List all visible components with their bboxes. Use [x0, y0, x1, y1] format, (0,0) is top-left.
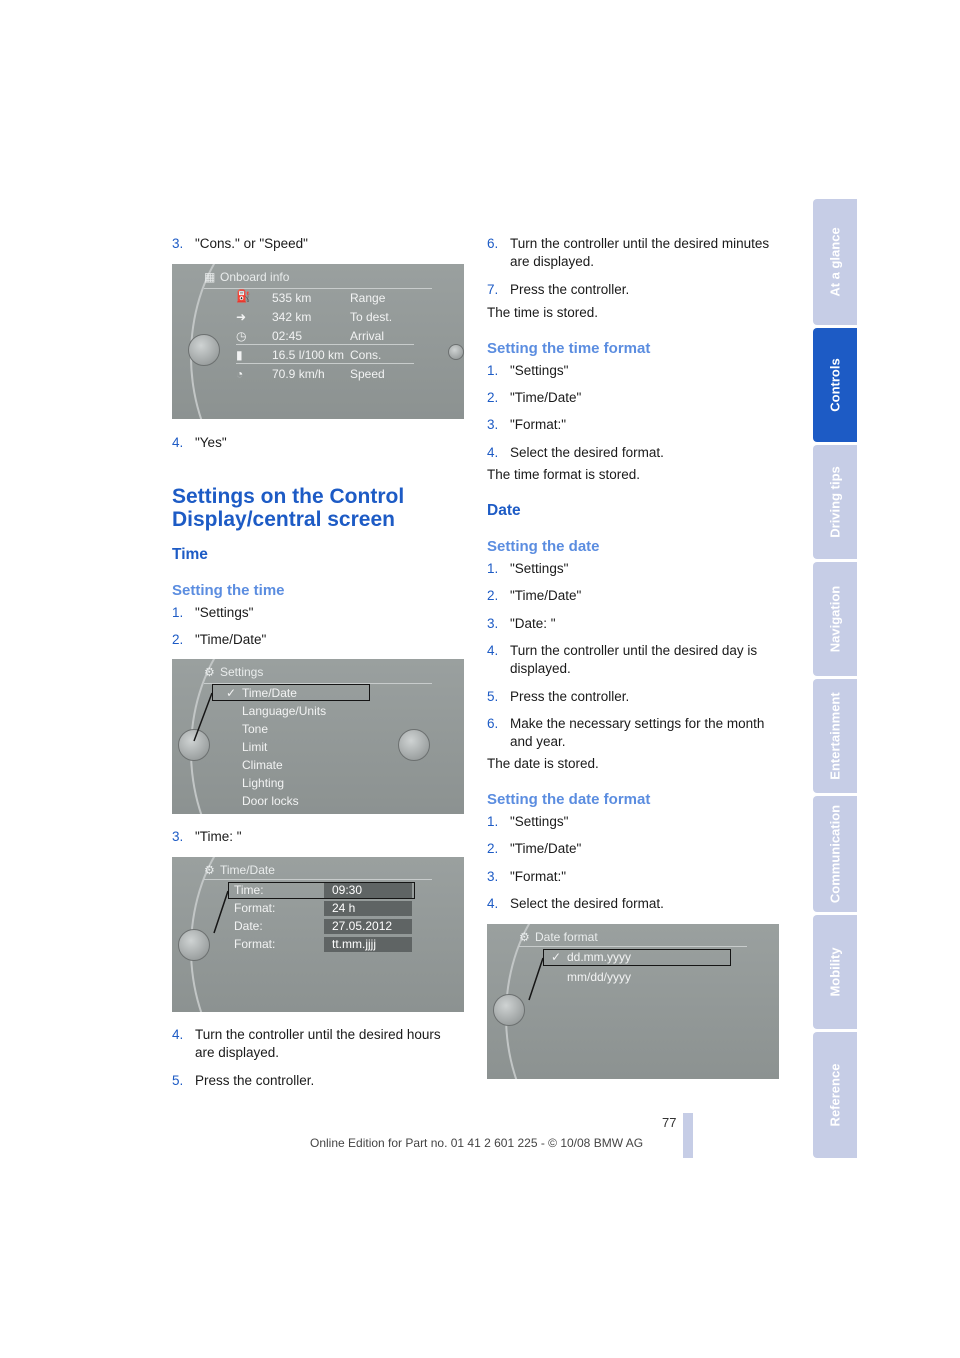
row-label: Time:	[234, 883, 264, 897]
setting-date-step-5: 5. Press the controller.	[487, 689, 630, 704]
row-label: Date:	[234, 919, 263, 933]
menu-item[interactable]: Limit	[242, 740, 268, 754]
setting-date-step-6: 6. Make the necessary settings for the month and year.	[487, 716, 765, 749]
date-format-step-3: 3. "Format:"	[487, 869, 567, 884]
side-tab-mobility[interactable]: Mobility	[813, 915, 857, 1029]
time-value[interactable]: 09:30	[324, 883, 412, 898]
menu-item[interactable]: mm/dd/yyyy	[567, 970, 632, 984]
row-value: 02:45	[272, 329, 303, 343]
menu-item[interactable]: Lighting	[242, 776, 285, 790]
row-value: 16.5 l/100 km	[272, 348, 345, 362]
check-icon: ✓	[551, 950, 562, 964]
check-icon: ✓	[226, 686, 237, 700]
date-format-step-1: 1. "Settings"	[487, 814, 569, 829]
date-format-heading: Setting the date format	[487, 791, 651, 808]
time-format-step-1: 1. "Settings"	[487, 363, 569, 378]
section-title: Settings on the Control Display/central screen	[172, 485, 405, 531]
setting-time-step-2: 2. "Time/Date"	[172, 632, 267, 647]
menu-item[interactable]: Door locks	[242, 794, 299, 808]
time-format-step-2: 2. "Time/Date"	[487, 390, 582, 405]
step-4-yes: 4. "Yes"	[172, 435, 227, 450]
date-heading: Date	[487, 502, 521, 519]
side-tab-navigation[interactable]: Navigation	[813, 562, 857, 676]
side-tab-controls[interactable]: Controls	[813, 328, 857, 442]
setting-time-step-6: 6. Turn the controller until the desired minutes are displayed.	[487, 236, 770, 269]
callout-line	[487, 924, 779, 1079]
settings-icon: ⚙	[519, 930, 530, 944]
menu-item[interactable]: dd.mm.yyyy	[567, 950, 632, 964]
date-value[interactable]: 27.05.2012	[324, 919, 412, 934]
time-stored-note: The time is stored.	[487, 305, 599, 320]
footer-text: Online Edition for Part no. 01 41 2 601 225 - © 10/08 BMW AG	[310, 1136, 644, 1150]
date-format-screen	[487, 924, 779, 1079]
page-number: 77	[662, 1115, 677, 1130]
time-format-stored-note: The time format is stored.	[487, 467, 641, 482]
setting-time-step-1: 1. "Settings"	[172, 605, 254, 620]
row-label: To dest.	[350, 310, 393, 324]
divider	[236, 344, 414, 345]
callout-line	[172, 857, 464, 1012]
callout-line	[172, 659, 464, 814]
date-format-step-4: 4. Select the desired format.	[487, 896, 664, 911]
row-label: Speed	[350, 367, 385, 381]
setting-time-step-5: 5. Press the controller.	[172, 1073, 315, 1088]
setting-date-step-4: 4. Turn the controller until the desired day is displayed.	[487, 643, 758, 676]
row-value: 535 km	[272, 291, 312, 305]
settings-icon: ⚙	[204, 665, 215, 679]
side-tab-at-a-glance[interactable]: At a glance	[813, 199, 857, 325]
screen-title: Date format	[535, 930, 598, 944]
settings-screen	[172, 659, 464, 814]
time-heading: Time	[172, 546, 208, 563]
setting-date-heading: Setting the date	[487, 538, 600, 555]
menu-item[interactable]: Language/Units	[242, 704, 327, 718]
setting-date-step-1: 1. "Settings"	[487, 561, 569, 576]
side-tab-entertainment[interactable]: Entertainment	[813, 679, 857, 793]
side-tab-driving-tips[interactable]: Driving tips	[813, 445, 857, 559]
screen-title: Settings	[220, 665, 264, 679]
setting-time-step-3: 3. "Time: "	[172, 829, 242, 844]
side-tab-reference[interactable]: Reference	[813, 1032, 857, 1158]
scroll-knob-icon	[448, 344, 464, 360]
setting-date-step-3: 3. "Date: "	[487, 616, 556, 631]
page-marker-bar	[683, 1113, 693, 1158]
row-label: Format:	[234, 937, 276, 951]
time-format-heading: Setting the time format	[487, 340, 651, 357]
date-stored-note: The date is stored.	[487, 756, 599, 771]
row-label: Format:	[234, 901, 276, 915]
time-format-step-4: 4. Select the desired format.	[487, 445, 664, 460]
onboard-info-screen	[172, 264, 464, 419]
time-format-step-3: 3. "Format:"	[487, 417, 567, 432]
row-label: Arrival	[350, 329, 385, 343]
setting-time-heading: Setting the time	[172, 582, 285, 599]
row-value: 70.9 km/h	[272, 367, 325, 381]
row-label: Cons.	[350, 348, 382, 362]
row-value: 342 km	[272, 310, 312, 324]
side-tab-communication[interactable]: Communication	[813, 796, 857, 912]
screen-title: Onboard info	[220, 270, 290, 284]
menu-item[interactable]: Climate	[242, 758, 283, 772]
step-3-cons-speed: 3. "Cons." or "Speed"	[172, 236, 308, 251]
menu-item[interactable]: Tone	[242, 722, 269, 736]
menu-item[interactable]: Time/Date	[242, 686, 297, 700]
controller-knob-icon	[188, 334, 220, 366]
divider	[236, 363, 414, 364]
time-format-value[interactable]: 24 h	[324, 901, 412, 916]
date-format-value[interactable]: tt.mm.jjjj	[324, 937, 412, 952]
screen-title: Time/Date	[220, 863, 275, 877]
onboard-info-icon: ▦	[204, 270, 216, 284]
date-format-step-2: 2. "Time/Date"	[487, 841, 582, 856]
setting-time-step-7: 7. Press the controller.	[487, 282, 630, 297]
fuel-pump-icon: ▮	[236, 348, 243, 362]
settings-icon: ⚙	[204, 863, 215, 877]
row-label: Range	[350, 291, 386, 305]
fuel-icon: ⛽	[236, 289, 251, 303]
time-date-screen	[172, 857, 464, 1012]
clock-icon: ◷	[236, 329, 247, 343]
destination-icon: ➜	[236, 310, 247, 324]
speedometer-icon: ◔	[236, 367, 244, 381]
setting-time-step-4: 4. Turn the controller until the desired hours are displayed.	[172, 1027, 441, 1060]
setting-date-step-2: 2. "Time/Date"	[487, 588, 582, 603]
